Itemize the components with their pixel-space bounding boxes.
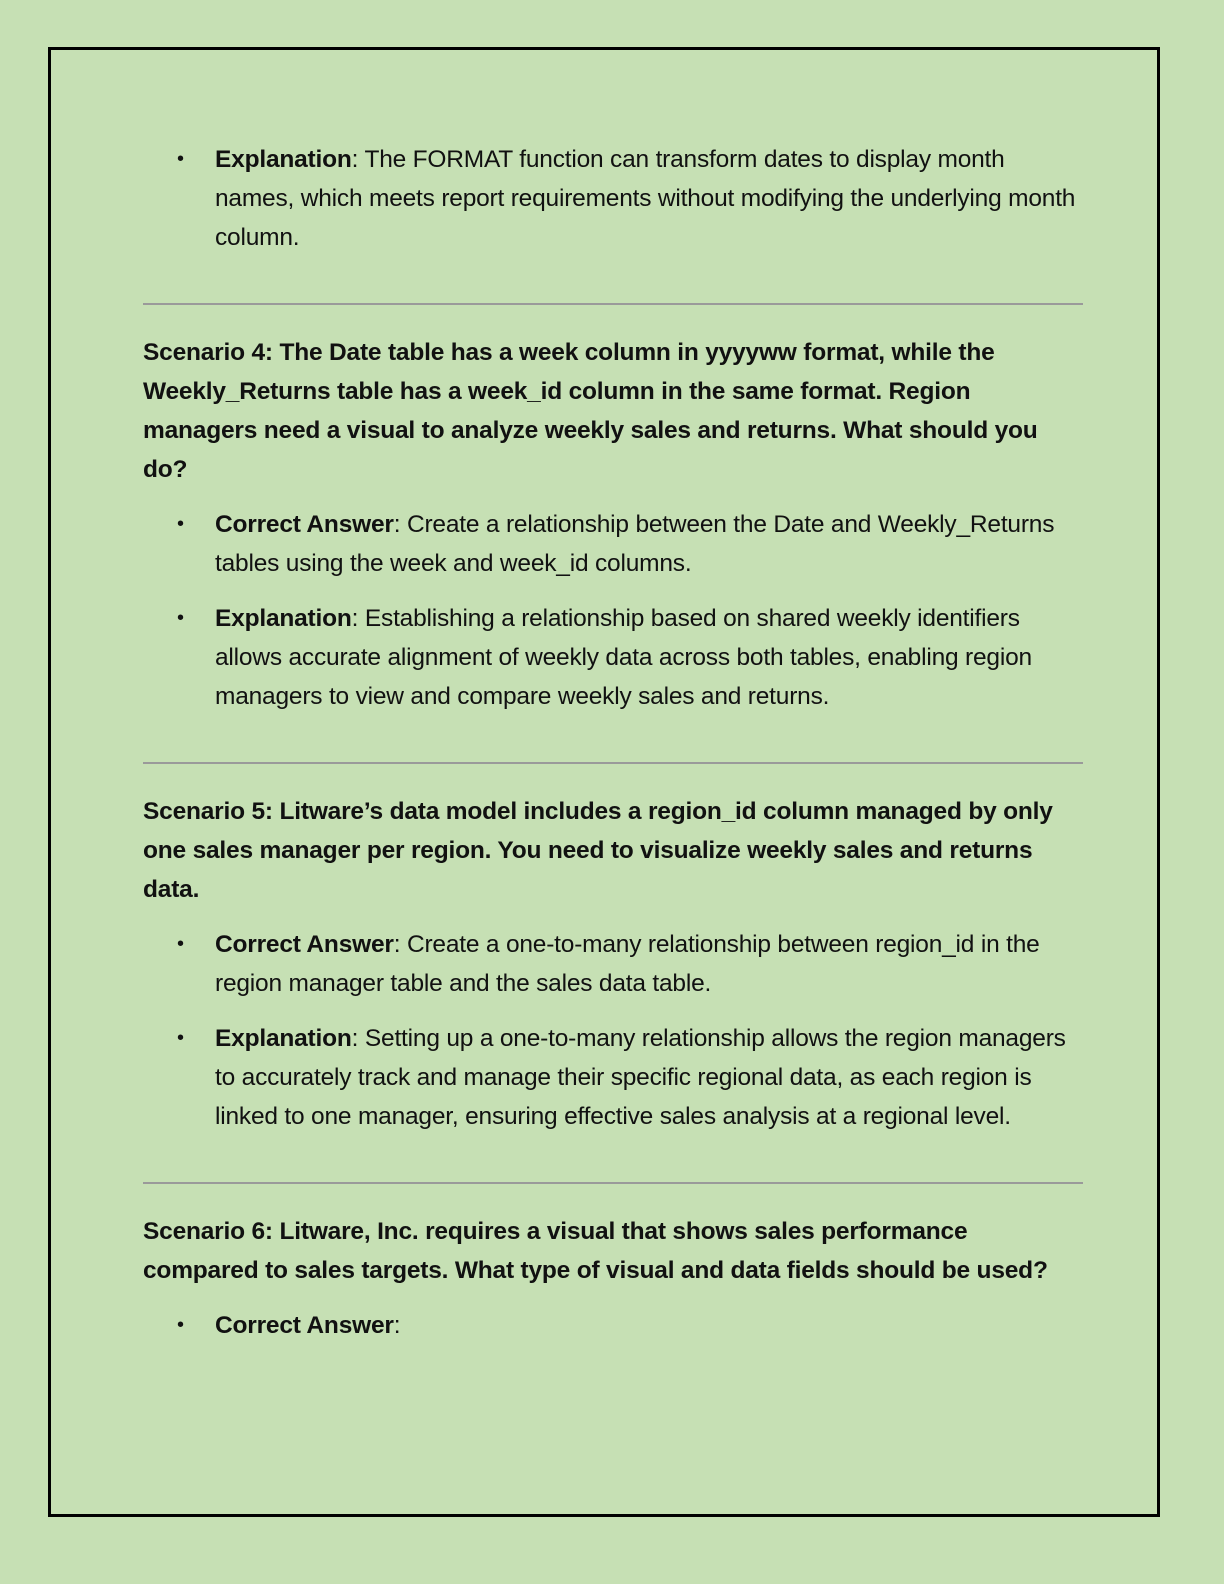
- scenario-question: Scenario 6: Litware, Inc. requires a visual that shows sales performance compared to sales targets. What type of visual and data fields should be used?: [143, 1218, 1048, 1284]
- section-divider: [143, 303, 1083, 305]
- answer-label: Correct Answer: [215, 931, 394, 958]
- bullet-correct-answer: • Correct Answer: Create a relationship between the Date and Weekly_Returns tables using the week and week_id columns.: [143, 505, 1083, 583]
- bullet-explanation: • Explanation: Establishing a relationship based on shared weekly identifiers allows accurate alignment of weekly data across both tables, enabling region managers to view and compare weekly sales and returns.: [143, 599, 1083, 716]
- explanation-text: The FORMAT function can transform dates to display month names, which meets report requirements without modifying the underlying month column.: [215, 146, 1076, 251]
- explanation-label: Explanation: [215, 146, 352, 173]
- explanation-label: Explanation: [215, 605, 352, 632]
- answer-text: Create a one-to-many relationship between region_id in the region manager table and the sales data table.: [215, 931, 1040, 997]
- section-divider: [143, 1182, 1083, 1184]
- scenario-question: Scenario 4: The Date table has a week column in yyyyww format, while the Weekly_Returns table has a week_id column in the same format. Region managers need a visual to analyze weekly sales and returns. What should you do?: [143, 339, 1038, 483]
- explanation-label: Explanation: [215, 1025, 352, 1052]
- answer-text: Create a relationship between the Date and Weekly_Returns tables using the week and week_id columns.: [215, 511, 1055, 577]
- bullet-explanation: • Explanation: Setting up a one-to-many relationship allows the region managers to accurately track and manage their specific regional data, as each region is linked to one manager, ensuring effective sales analysis at a regional level.: [143, 1019, 1083, 1136]
- scenario-question: Scenario 5: Litware’s data model includes a region_id column managed by only one sales manager per region. You need to visualize weekly sales and returns data.: [143, 798, 1053, 903]
- section-divider: [143, 762, 1083, 764]
- bullet-correct-answer: • Correct Answer: Create a one-to-many relationship between region_id in the region manager table and the sales data table.: [143, 925, 1083, 1003]
- document-content: [143, 140, 1083, 1361]
- explanation-text: Setting up a one-to-many relationship allows the region managers to accurately track and manage their specific regional data, as each region is linked to one manager, ensuring effective sales analysis at a regional level.: [215, 1025, 1066, 1130]
- explanation-text: Establishing a relationship based on shared weekly identifiers allows accurate alignment of weekly data across both tables, enabling region managers to view and compare weekly sales and returns.: [215, 605, 1032, 710]
- answer-label: Correct Answer: [215, 1312, 394, 1339]
- answer-label: Correct Answer: [215, 511, 394, 538]
- bullet-correct-answer: • Correct Answer:: [143, 1306, 1083, 1345]
- bullet-explanation: • Explanation: The FORMAT function can transform dates to display month names, which meets report requirements without modifying the underlying month column.: [143, 140, 1083, 257]
